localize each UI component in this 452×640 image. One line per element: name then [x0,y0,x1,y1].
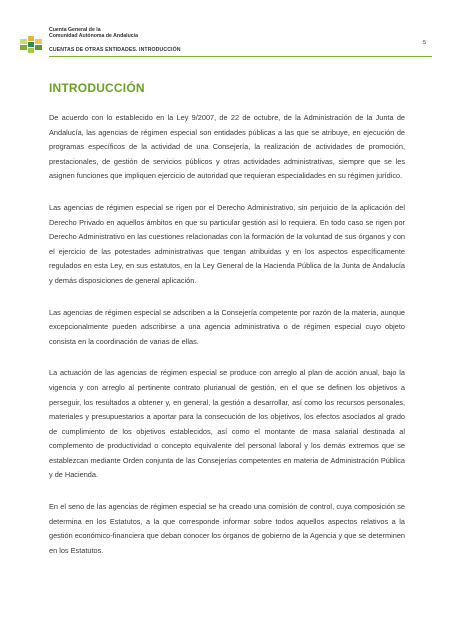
page-title: INTRODUCCIÓN [49,81,145,95]
body-content [49,111,405,575]
paragraph: La actuación de las agencias de régimen especial se produce con arreglo al plan de acción anual, bajo la vigencia y con arreglo al pertinente contrato plurianual de gestión, en el que se definen los objetivos a perseguir, los resultados a obtener y, en general, la gestión a desarrollar, así como los recursos personales, materiales y presupuestarios a aportar para la consecución de los objetivos, los efectos asociados al grado de cumplimiento de los objetivos establecidos, así como el montante de masa salarial destinada al complemento de productividad o concepto equivalente del personal laboral y los demás extremos que se establezcan mediante Orden conjunta de las Consejerías competentes en materia de Administración Pública y de Hacienda. [49,368,405,480]
paragraph: Las agencias de régimen especial se adscriben a la Consejería competente por razón de la materia, aunque excepcionalmente pueden adscribirse a una agencia administrativa o de régimen especial cuyo objeto consista en la coordinación de varias de ellas. [49,307,405,346]
header-divider [49,56,432,57]
page-number: 5 [422,40,426,46]
paragraph: De acuerdo con lo establecido en la Ley 9/2007, de 22 de octubre, de la Administración de la Junta de Andalucía, las agencias de régimen especial son entidades públicas a las que se atribuye, en ejecución de programas específicos de la actividad de una Consejería, la realización de actividades de promoción, prestacionales, de gestión de servicios públicos y otras actividades administrativas, siempre que se les asignen funciones que impliquen ejercicio de autoridad que requieran especialidades en su régimen jurídico. [49,113,405,181]
section-title: CUENTAS DE OTRAS ENTIDADES. INTRODUCCIÓN [49,47,181,53]
junta-andalucia-logo [20,33,44,57]
page-header [20,27,432,59]
paragraph: En el seno de las agencias de régimen especial se ha creado una comisión de control, cuya composición se determina en los Estatutos, a la que corresponde informar sobre todos aquellos aspectos relativos a la gestión económico-financiera que deban conocer los órganos de gobierno de la Agencia y que se determinen en los Estatutos. [49,502,406,555]
org-line-1: Cuenta General de la [49,27,101,33]
organization-name [49,27,138,40]
org-line-2: Comunidad Autónoma de Andalucía [49,33,138,40]
paragraph: Las agencias de régimen especial se rigen por el Derecho Administrativo, sin perjuicio de la aplicación del Derecho Privado en aquellos ámbitos en que su particular gestión así lo requiera. En todo caso se rigen por Derecho Administrativo en las cuestiones relacionadas con la formación de la voluntad de sus órganos y con el ejercicio de las potestades administrativas que tengan atribuidas y en los aspectos específicamente regulados en esta Ley, en sus estatutos, en la Ley General de la Hacienda Pública de la Junta de Andalucía y demás disposiciones de general aplicación. [49,202,405,285]
